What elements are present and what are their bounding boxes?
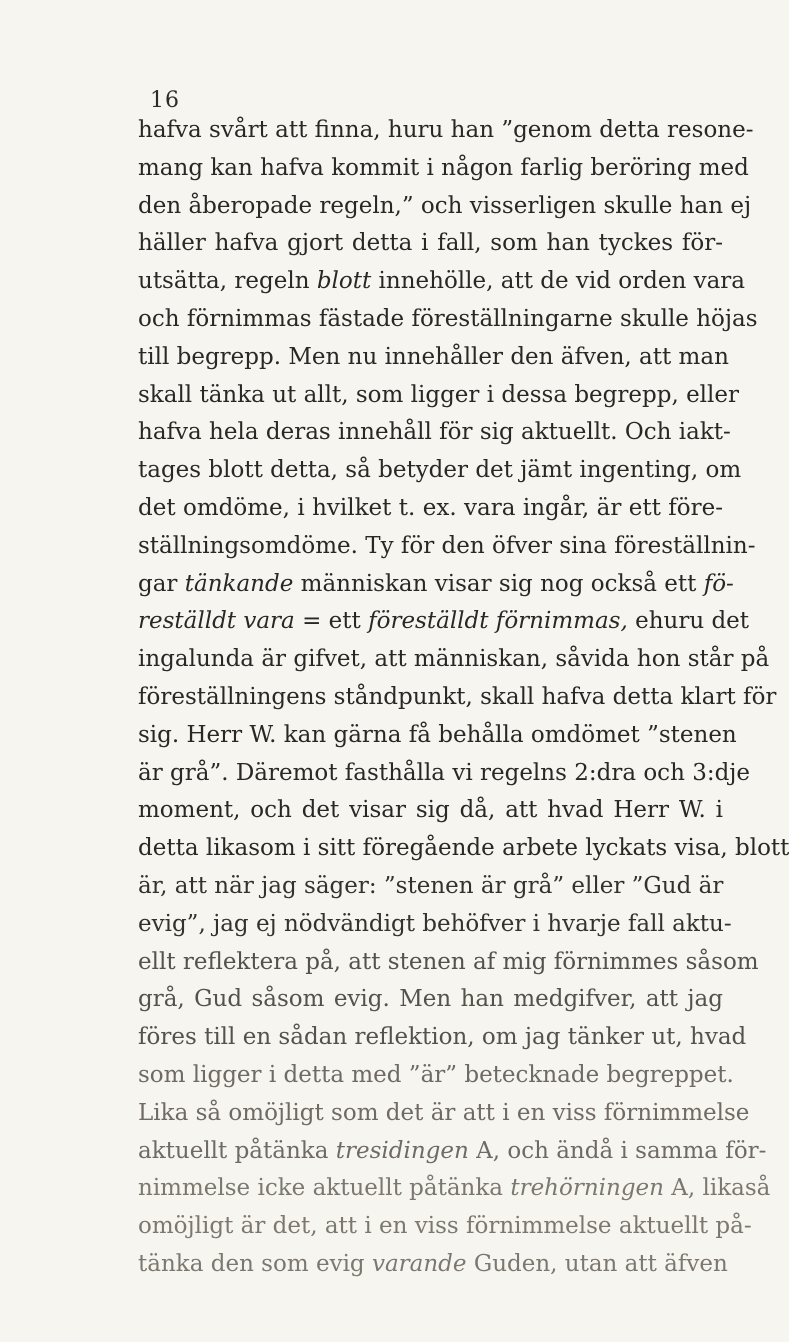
line-segment: till begrepp. Men nu innehåller den äfven, att man [138, 343, 729, 370]
text-line [138, 755, 751, 793]
text-line [138, 490, 723, 528]
text-line [138, 679, 777, 717]
line-segment: aktuellt påtänka [138, 1137, 336, 1164]
line-segment: sig. Herr W. kan gärna få behålla omdömet ”stenen [138, 721, 737, 748]
text-line [138, 225, 723, 263]
line-segment-italic: trehörningen [510, 1175, 664, 1202]
text-line [138, 792, 723, 830]
line-segment: innehölle, att de vid orden vara [371, 268, 745, 295]
text-line [138, 906, 732, 944]
text-line [138, 944, 759, 982]
text-line [138, 1170, 771, 1208]
line-segment: häller hafva gjort detta i fall, som han tyckes för- [138, 230, 723, 257]
line-segment-italic: reställdt vara [138, 608, 295, 635]
text-line [138, 868, 723, 906]
line-segment: omöjligt är det, att i en viss förnimmelse aktuellt på- [138, 1213, 752, 1240]
line-segment: föreställningens ståndpunkt, skall hafva detta klart för [138, 683, 777, 710]
line-segment-italic: tresidingen [335, 1137, 469, 1164]
text-line [138, 1208, 752, 1246]
line-segment: den åberopade regeln,” och visserligen skulle han ej [138, 192, 752, 219]
line-segment: hafva svårt att finna, huru han ”genom detta resone- [138, 117, 754, 143]
text-line [138, 301, 758, 339]
line-segment: ingalunda är gifvet, att människan, såvida hon står på [138, 646, 770, 673]
line-segment: hafva hela deras innehåll för sig aktuellt. Och iakt- [138, 419, 731, 446]
text-line [138, 981, 723, 1019]
line-segment: föres till en sådan reflektion, om jag tänker ut, hvad [138, 1024, 747, 1051]
text-line [138, 641, 770, 679]
text-line [138, 377, 739, 415]
line-segment: människan visar sig nog också ett [293, 570, 704, 597]
line-segment: det omdöme, i hvilket t. ex. vara ingår, är ett före- [138, 494, 723, 521]
line-segment: och förnimmas fästade föreställningarne skulle höjas [138, 305, 758, 332]
line-segment: nimmelse icke aktuellt påtänka [138, 1175, 511, 1202]
text-line [138, 717, 737, 755]
line-segment: evig”, jag ej nödvändigt behöfver i hvarje fall aktu- [138, 910, 732, 937]
text-line [138, 528, 756, 566]
line-segment: tages blott detta, så betyder det jämt ingenting, om [138, 457, 742, 484]
line-segment-italic: varande [371, 1250, 467, 1277]
line-segment: Lika så omöjligt som det är att i en viss förnimmelse [138, 1099, 750, 1126]
line-segment-italic: blott [316, 268, 372, 295]
text-line [138, 1133, 767, 1171]
line-segment: Guden, utan att äfven [466, 1250, 728, 1277]
line-segment: som ligger i detta med ”är” betecknade begreppet. [138, 1061, 734, 1088]
text-line [138, 830, 789, 868]
line-segment-italic: tänkande [184, 570, 294, 597]
line-segment: utsätta, regeln [138, 268, 317, 295]
body-text [138, 112, 789, 1284]
line-segment: ellt reflektera på, att stenen af mig förnimmes såsom [138, 948, 759, 975]
line-segment: ehuru det [627, 608, 750, 635]
text-line [138, 112, 754, 150]
line-segment: ställningsomdöme. Ty för den öfver sina föreställnin- [138, 532, 756, 559]
text-line [138, 188, 752, 226]
line-segment: gar [138, 570, 185, 597]
text-line [138, 1019, 747, 1057]
line-segment: grå, Gud såsom evig. Men han medgifver, att jag [138, 986, 723, 1013]
line-segment: moment, och det visar sig då, att hvad Herr W. i [138, 797, 723, 824]
text-line [138, 263, 745, 301]
line-segment-italic: föreställdt förnimmas, [368, 608, 628, 635]
text-line [138, 566, 734, 604]
line-segment: är grå”. Däremot fasthålla vi regelns 2:dra och 3:dje [138, 759, 751, 786]
text-line [138, 1057, 734, 1095]
text-line [138, 150, 749, 188]
line-segment-italic: fö- [703, 570, 734, 597]
text-line [138, 603, 750, 641]
line-segment: A, och ändå i samma för- [468, 1137, 767, 1164]
line-segment: tänka den som evig [138, 1250, 372, 1277]
page-number: 16 [150, 88, 180, 113]
text-line [138, 1246, 728, 1284]
text-line [138, 452, 742, 490]
line-segment: = ett [294, 608, 369, 635]
line-segment: är, att när jag säger: ”stenen är grå” eller ”Gud är [138, 872, 724, 899]
line-segment: skall tänka ut allt, som ligger i dessa begrepp, eller [138, 381, 739, 408]
line-segment: detta likasom i sitt föregående arbete lyckats visa, blott [138, 835, 789, 862]
text-line [138, 339, 729, 377]
text-line [138, 1095, 750, 1133]
line-segment: mang kan hafva kommit i någon farlig beröring med [138, 154, 749, 181]
line-segment: A, likaså [663, 1175, 771, 1202]
text-line [138, 414, 731, 452]
